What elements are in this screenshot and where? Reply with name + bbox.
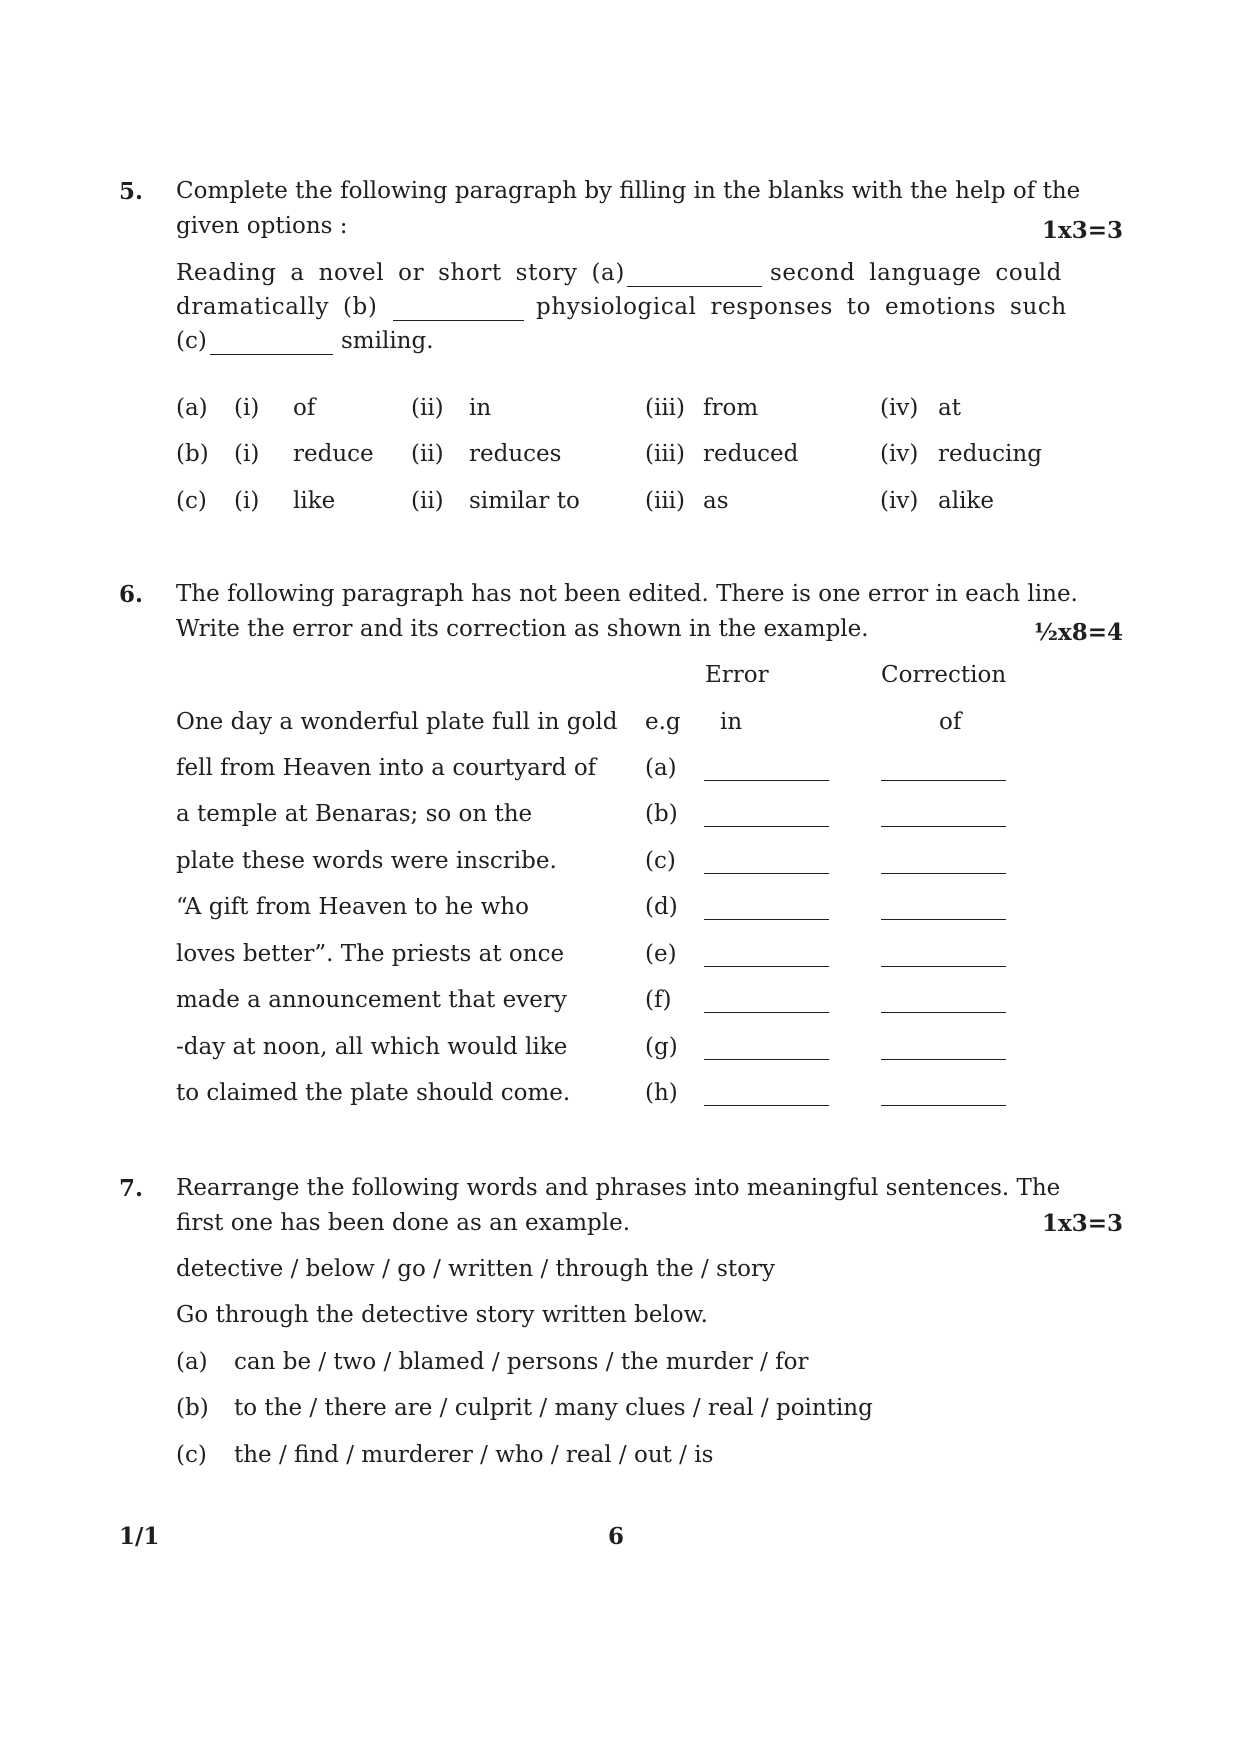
item-label: (b) (176, 1395, 209, 1421)
question-instruction: given options : (176, 213, 348, 239)
option-text[interactable]: from (703, 395, 759, 421)
passage-line: plate these words were inscribe. (176, 848, 557, 874)
option-number: (ii) (411, 395, 444, 421)
question-instruction: Complete the following paragraph by filling in the blanks with the help of the (176, 178, 1081, 204)
passage-line: “A gift from Heaven to he who (176, 894, 529, 920)
question-number: 5. (119, 178, 144, 205)
error-answer-blank[interactable] (704, 826, 829, 827)
passage-line: a temple at Benaras; so on the (176, 801, 533, 827)
error-answer-blank[interactable] (704, 1012, 829, 1013)
row-label: (d) (645, 894, 678, 920)
item-label: (a) (176, 1349, 208, 1375)
paper-code: 1/1 (119, 1523, 160, 1550)
question-instruction: The following paragraph has not been edited. There is one error in each line. (176, 581, 1078, 607)
passage-line: -day at noon, all which would like (176, 1034, 568, 1060)
column-header-correction: Correction (881, 662, 1007, 688)
row-label: (f) (645, 987, 672, 1013)
marks-label: 1x3=3 (1042, 217, 1123, 244)
option-text[interactable]: at (938, 395, 961, 421)
option-text[interactable]: like (293, 488, 336, 514)
question-instruction: Rearrange the following words and phrases into meaningful sentences. The (176, 1175, 1061, 1201)
option-text[interactable]: reduce (293, 441, 374, 467)
option-number: (iii) (645, 395, 686, 421)
marks-label: 1x3=3 (1042, 1210, 1123, 1237)
answer-blank-b[interactable] (393, 320, 524, 321)
error-answer-blank[interactable] (704, 1059, 829, 1060)
item-label: (c) (176, 1442, 207, 1468)
option-text[interactable]: reducing (938, 441, 1042, 467)
jumbled-words: to the / there are / culprit / many clues / real / pointing (234, 1395, 873, 1421)
paragraph-text: physiological responses to emotions such (536, 294, 1067, 320)
option-text[interactable]: in (469, 395, 492, 421)
row-label: (e) (645, 941, 677, 967)
option-text[interactable]: alike (938, 488, 994, 514)
answer-blank-c[interactable] (210, 354, 333, 355)
option-number: (i) (234, 395, 260, 421)
page-number: 6 (608, 1523, 625, 1550)
correction-answer-blank[interactable] (881, 780, 1006, 781)
correction-answer-blank[interactable] (881, 919, 1006, 920)
option-number: (ii) (411, 488, 444, 514)
paragraph-text: second language could (770, 260, 1062, 286)
row-label: (b) (645, 801, 678, 827)
correction-answer-blank[interactable] (881, 1059, 1006, 1060)
error-answer-blank[interactable] (704, 873, 829, 874)
correction-answer-blank[interactable] (881, 873, 1006, 874)
example-answer: Go through the detective story written below. (176, 1302, 708, 1328)
option-text[interactable]: similar to (469, 488, 580, 514)
passage-line: to claimed the plate should come. (176, 1080, 571, 1106)
error-answer-blank[interactable] (704, 966, 829, 967)
option-number: (i) (234, 441, 260, 467)
row-label: (h) (645, 1080, 678, 1106)
option-row-label: (c) (176, 488, 207, 514)
row-label: (g) (645, 1034, 678, 1060)
question-number: 6. (119, 581, 144, 608)
answer-blank-a[interactable] (627, 286, 762, 287)
paragraph-text: smiling. (341, 328, 434, 354)
jumbled-words: the / find / murderer / who / real / out / is (234, 1442, 714, 1468)
passage-line: loves better”. The priests at once (176, 941, 565, 967)
question-instruction: Write the error and its correction as shown in the example. (176, 616, 869, 642)
option-text[interactable]: reduced (703, 441, 799, 467)
passage-line: made a announcement that every (176, 987, 567, 1013)
option-number: (iv) (880, 488, 919, 514)
error-answer-blank[interactable] (704, 780, 829, 781)
option-number: (i) (234, 488, 260, 514)
option-number: (ii) (411, 441, 444, 467)
passage-line: One day a wonderful plate full in gold (176, 709, 618, 735)
option-number: (iii) (645, 488, 686, 514)
paragraph-text: Reading a novel or short story (a) (176, 260, 625, 286)
column-header-error: Error (705, 662, 769, 688)
question-instruction: first one has been done as an example. (176, 1210, 631, 1236)
option-row-label: (a) (176, 395, 208, 421)
option-text[interactable]: as (703, 488, 729, 514)
row-label: (a) (645, 755, 677, 781)
option-text[interactable]: of (293, 395, 316, 421)
paragraph-text: dramatically (b) (176, 294, 378, 320)
error-answer-blank[interactable] (704, 919, 829, 920)
option-number: (iv) (880, 395, 919, 421)
correction-answer-blank[interactable] (881, 826, 1006, 827)
correction-answer-blank[interactable] (881, 1012, 1006, 1013)
passage-line: fell from Heaven into a courtyard of (176, 755, 597, 781)
question-number: 7. (119, 1175, 144, 1202)
correction-answer-blank[interactable] (881, 966, 1006, 967)
jumbled-words: can be / two / blamed / persons / the murder / for (234, 1349, 809, 1375)
example-error: in (720, 709, 743, 735)
option-text[interactable]: reduces (469, 441, 562, 467)
option-number: (iii) (645, 441, 686, 467)
error-answer-blank[interactable] (704, 1105, 829, 1106)
example-correction: of (939, 709, 962, 735)
option-row-label: (b) (176, 441, 209, 467)
option-number: (iv) (880, 441, 919, 467)
row-label: e.g (645, 709, 681, 735)
paragraph-text: (c) (176, 328, 207, 354)
row-label: (c) (645, 848, 676, 874)
example-jumbled-words: detective / below / go / written / through the / story (176, 1256, 775, 1282)
marks-label: ½x8=4 (1034, 619, 1123, 646)
correction-answer-blank[interactable] (881, 1105, 1006, 1106)
